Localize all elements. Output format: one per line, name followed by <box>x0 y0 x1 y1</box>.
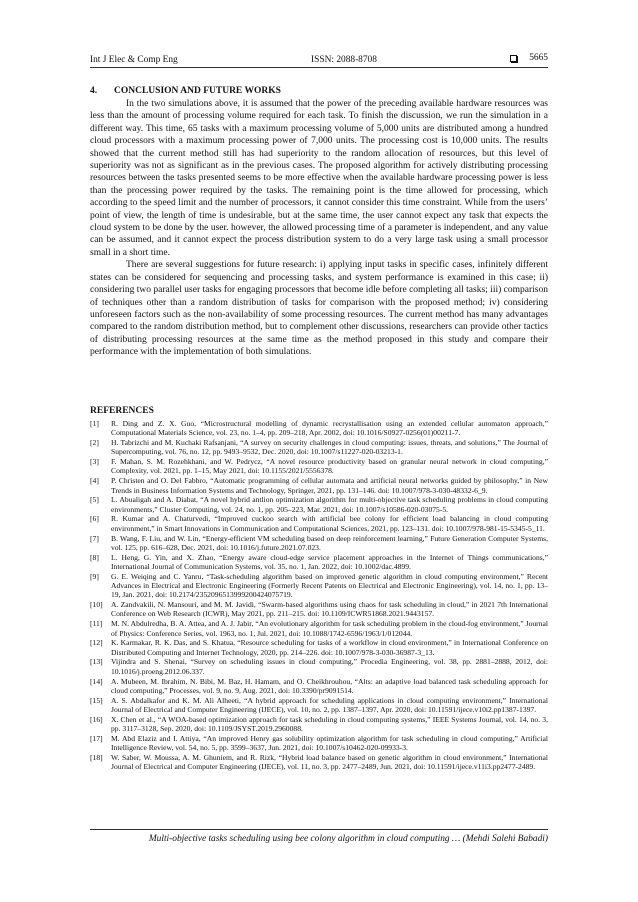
page-footer: Multi-objective tasks scheduling using bee colony algorithm in cloud computing … (Mehdi Salehi Babadi) <box>148 834 548 844</box>
reference-number: [18] <box>90 752 103 762</box>
reference-number: [8] <box>90 552 99 562</box>
paragraph-2: There are several suggestions for future research: i) applying input tasks in specific cases, infinitely different states can be considered for sequencing and processing tasks, and system performance is examined in this case; ii) considering two parallel user tasks for engaging processors that become idle before completing all tasks; iii) comparison of techniques other than a random distribution of tasks for comparison with the proposed method; iv) considering unforeseen factors such as the non-availability of some processing resources. The current method has many advantages compared to the random distribution method, but to complement other discussions, researchers can provide other tactics of distributing processing resources at the same time as the method proposed in this study and compare their performance with the implementation of both simulations. <box>90 260 548 358</box>
reference-text: W. Saber, W. Moussa, A. M. Ghuniem, and R. Rizk, “Hybrid load balance based on genetic algorithm in cloud environment,” International Journal of Electrical and Computer Engineering (IJECE), vol. 11, no. 3, pp. 2477–2489, Jun. 2021, doi: 10.11591/ijece.v11i3.pp2477-2489. <box>111 752 548 772</box>
reference-item <box>90 419 548 438</box>
reference-item <box>90 495 548 514</box>
reference-text: H. Tabrizchi and M. Kuchaki Rafsanjani, “A survey on security challenges in cloud computing: issues, threats, and solutions,” The Journal of Supercomputing, vol. 76, no. 12, pp. 9493–9532, Dec. 2020, doi: 10.1007/s11227-020-03213-1. <box>111 438 548 457</box>
reference-item <box>90 715 548 734</box>
reference-text: L. Heng, G. Yin, and X. Zhao, “Energy aware cloud-edge service placement approaches in the Internet of Things communications,” International Journal of Communication Systems, vol. 35, no. 1, Jan. 2022, doi: 10.1002/dac.4899. <box>111 552 548 571</box>
references-section <box>90 405 548 772</box>
reference-text: R. Kumar and A. Chaturvedi, “Improved cuckoo search with artificial bee colony for efficient load balancing in cloud computing environment,” in Smart Innovations in Communication and Computational Sciences, 2021, pp. 123–131. doi: 10.1007/978-981-15-5345-5_11. <box>111 514 548 533</box>
reference-text: M. Abd Elaziz and I. Attiya, “An improved Henry gas solubility optimization algorithm for task scheduling in cloud computing,” Artificial Intelligence Review, vol. 54, no. 5, pp. 3599–3637, Jun. 2021, doi: 10.1007/s10462-020-09933-3. <box>111 733 548 753</box>
reference-item <box>90 534 548 553</box>
reference-text: A. Zandvakili, N. Mansouri, and M. M. Javidi, “Swarm-based algorithms using chaos for task scheduling in cloud,” in 2021 7th International Conference on Web Research (ICWR), May 2021, pp. 211–215. doi: 10.1109/ICWR51868.2021.9443157. <box>111 600 548 619</box>
section-title: CONCLUSION AND FUTURE WORKS <box>114 86 281 96</box>
reference-item <box>90 476 548 495</box>
reference-text: Vijindra and S. Shenai, “Survey on scheduling issues in cloud computing,” Procedia Engineering, vol. 38, pp. 2881–2888, 2012, doi: 10.1016/j.proeng.2012.06.337. <box>111 657 548 676</box>
reference-text: G. E. Weiqing and C. Yanru, “Task-scheduling algorithm based on improved genetic algorithm in cloud computing environment,” Recent Advances in Electrical and Electronic Engineering (Formerly Recent Patents on Electrical and Electronic Engineering), vol. 14, no. 1, pp. 13–19, Jan. 2021, doi: 10.2174/2352096513999200424075719. <box>111 571 548 600</box>
reference-item <box>90 677 548 696</box>
reference-item <box>90 657 548 676</box>
page-header <box>90 53 548 66</box>
reference-number: [17] <box>90 733 103 743</box>
reference-number: [13] <box>90 657 103 667</box>
reference-item <box>90 638 548 657</box>
reference-text: M. N. Abdulredha, B. A. Attea, and A. J. Jabir, “An evolutionary algorithm for task scheduling problem in the cloud-fog environment,” Journal of Physics: Conference Series, vol. 1963, no. 1, Jul. 2021, doi: 10.1088/1742-6596/1963/1/012044. <box>111 619 548 638</box>
reference-number: [7] <box>90 533 99 543</box>
reference-number: [10] <box>90 600 103 610</box>
reference-text: B. Wang, F. Liu, and W. Lin, “Energy-efficient VM scheduling based on deep reinforcement learning,” Future Generation Computer Systems, vol. 125, pp. 616–628, Dec. 2021, doi: 10.1016/j.future.2021.07.023. <box>111 533 548 552</box>
square-icon <box>510 55 517 62</box>
section-number: 4. <box>90 86 98 96</box>
conclusion-section <box>90 85 548 359</box>
reference-item <box>90 553 548 572</box>
reference-text: K. Karmakar, R. K. Das, and S. Khatua, “Resource scheduling for tasks of a workflow in cloud environment,” in International Conference on Distributed Computing and Internet Technology, 2020, pp. 214–226. doi: 10.1007/978-3-030-36987-3_13. <box>111 638 548 657</box>
reference-item <box>90 619 548 638</box>
reference-item <box>90 438 548 457</box>
reference-number: [2] <box>90 438 99 448</box>
reference-item <box>90 514 548 533</box>
reference-number: [11] <box>90 619 103 629</box>
reference-item <box>90 753 548 772</box>
reference-item <box>90 457 548 476</box>
reference-list <box>90 419 548 771</box>
reference-text: X. Chen et al., “A WOA-based optimization approach for task scheduling in cloud computing systems,” IEEE Systems Journal, vol. 14, no. 3, pp. 3117–3128, Sep. 2020, doi: 10.1109/JSYST.2019.2960088. <box>111 714 548 733</box>
section-heading <box>90 85 548 97</box>
reference-text: A. S. Abdalkafor and K. M. Ali Alheeti, “A hybrid approach for scheduling applications in cloud computing environment,” International Journal of Electrical and Computer Engineering (IJECE), vol. 10, no. 2, pp. 1387–1397, Apr. 2020, doi: 10.11591/ijece.v10i2.pp1387-1397. <box>111 695 548 714</box>
reference-number: [16] <box>90 714 103 724</box>
reference-number: [12] <box>90 638 103 648</box>
reference-number: [6] <box>90 514 99 524</box>
reference-number: [5] <box>90 495 99 505</box>
references-heading: REFERENCES <box>90 406 154 416</box>
reference-item <box>90 696 548 715</box>
footer-rule <box>90 829 548 830</box>
paragraph-1: In the two simulations above, it is assumed that the power of the preceding available hardware resources was less than the amount of processing volume required for each task. To finish the discussion, we run the simulation in a different way. This time, 65 tasks with a maximum processing volume of 5,000 units are distributed among a hundred cloud processors with a maximum processing power of 7,000 units. The processing cost is 10,000 units. The results showed that the current method still has had superiority to the random allocation of resources, but this level of superiority was not as significant as in the previous cases. The proposed algorithm for actively distributing processing resources between the tasks presented seems to be more effective when the available hardware processing power is less than the processing power required by the tasks. The remaining point is the time allowed for processing, which according to the speed limit and the number of processors, it cannot consider this time constraint. While from the users’ point of view, the length of time is undesirable, but at the same time, the user cannot expect any task that expects the cloud system to be done by the user. however, the allowed processing time of a parameter is independent, and any value can be assumed, and it cannot expect the process distribution system to do a very large task using a small processor small in a short time. <box>90 99 548 258</box>
reference-item <box>90 572 548 600</box>
reference-item <box>90 734 548 753</box>
reference-text: A. Mubeen, M. Ibrahim, N. Bibi, M. Baz, H. Hamam, and O. Cheikhrouhou, “Alts: an adaptive load balanced task scheduling approach for cloud computing,” Processes, vol. 9, no. 9, Aug. 2021, doi: 10.3390/pr9091514. <box>111 676 548 695</box>
reference-text: R. Ding and Z. X. Guo, “Microstructural modelling of dynamic recrystallisation using an extended cellular automaton approach,” Computational Materials Science, vol. 23, no. 1–4, pp. 209–218, Apr. 2002, doi: 10.1016/S0927-0256(01)00211-7. <box>111 419 548 438</box>
reference-number: [15] <box>90 695 103 705</box>
reference-number: [3] <box>90 457 99 467</box>
header-rule <box>90 67 548 68</box>
reference-number: [14] <box>90 676 103 686</box>
reference-item <box>90 600 548 619</box>
journal-name: Int J Elec & Comp Eng <box>90 55 178 65</box>
reference-text: L. Abualigah and A. Diabat, “A novel hybrid antlion optimization algorithm for multi-objective task scheduling problems in cloud computing environments,” Cluster Computing, vol. 24, no. 1, pp. 205–223, Mar. 2021, doi: 10.1007/s10586-020-03075-5. <box>111 495 548 514</box>
issn: ISSN: 2088-8708 <box>311 55 377 65</box>
page-number-group <box>510 53 548 64</box>
page-number: 5665 <box>529 53 548 63</box>
reference-number: [9] <box>90 571 99 581</box>
reference-text: F. Mahan, S. M. Rozehkhani, and W. Pedrycz, “A novel resource productivity based on granular neural network in cloud computing,” Complexity, vol. 2021, pp. 1–15, May 2021, doi: 10.1155/2021/5556378. <box>111 457 548 476</box>
reference-number: [4] <box>90 476 99 486</box>
reference-text: P. Christen and O. Del Fabbro, “Automatic programming of cellular automata and artificial neural networks guided by philosophy,” in New Trends in Business Information Systems and Technology, Springer, 2021, pp. 131–146. doi: 10.1007/978-3-030-48332-6_9. <box>111 476 548 495</box>
reference-number: [1] <box>90 419 99 428</box>
